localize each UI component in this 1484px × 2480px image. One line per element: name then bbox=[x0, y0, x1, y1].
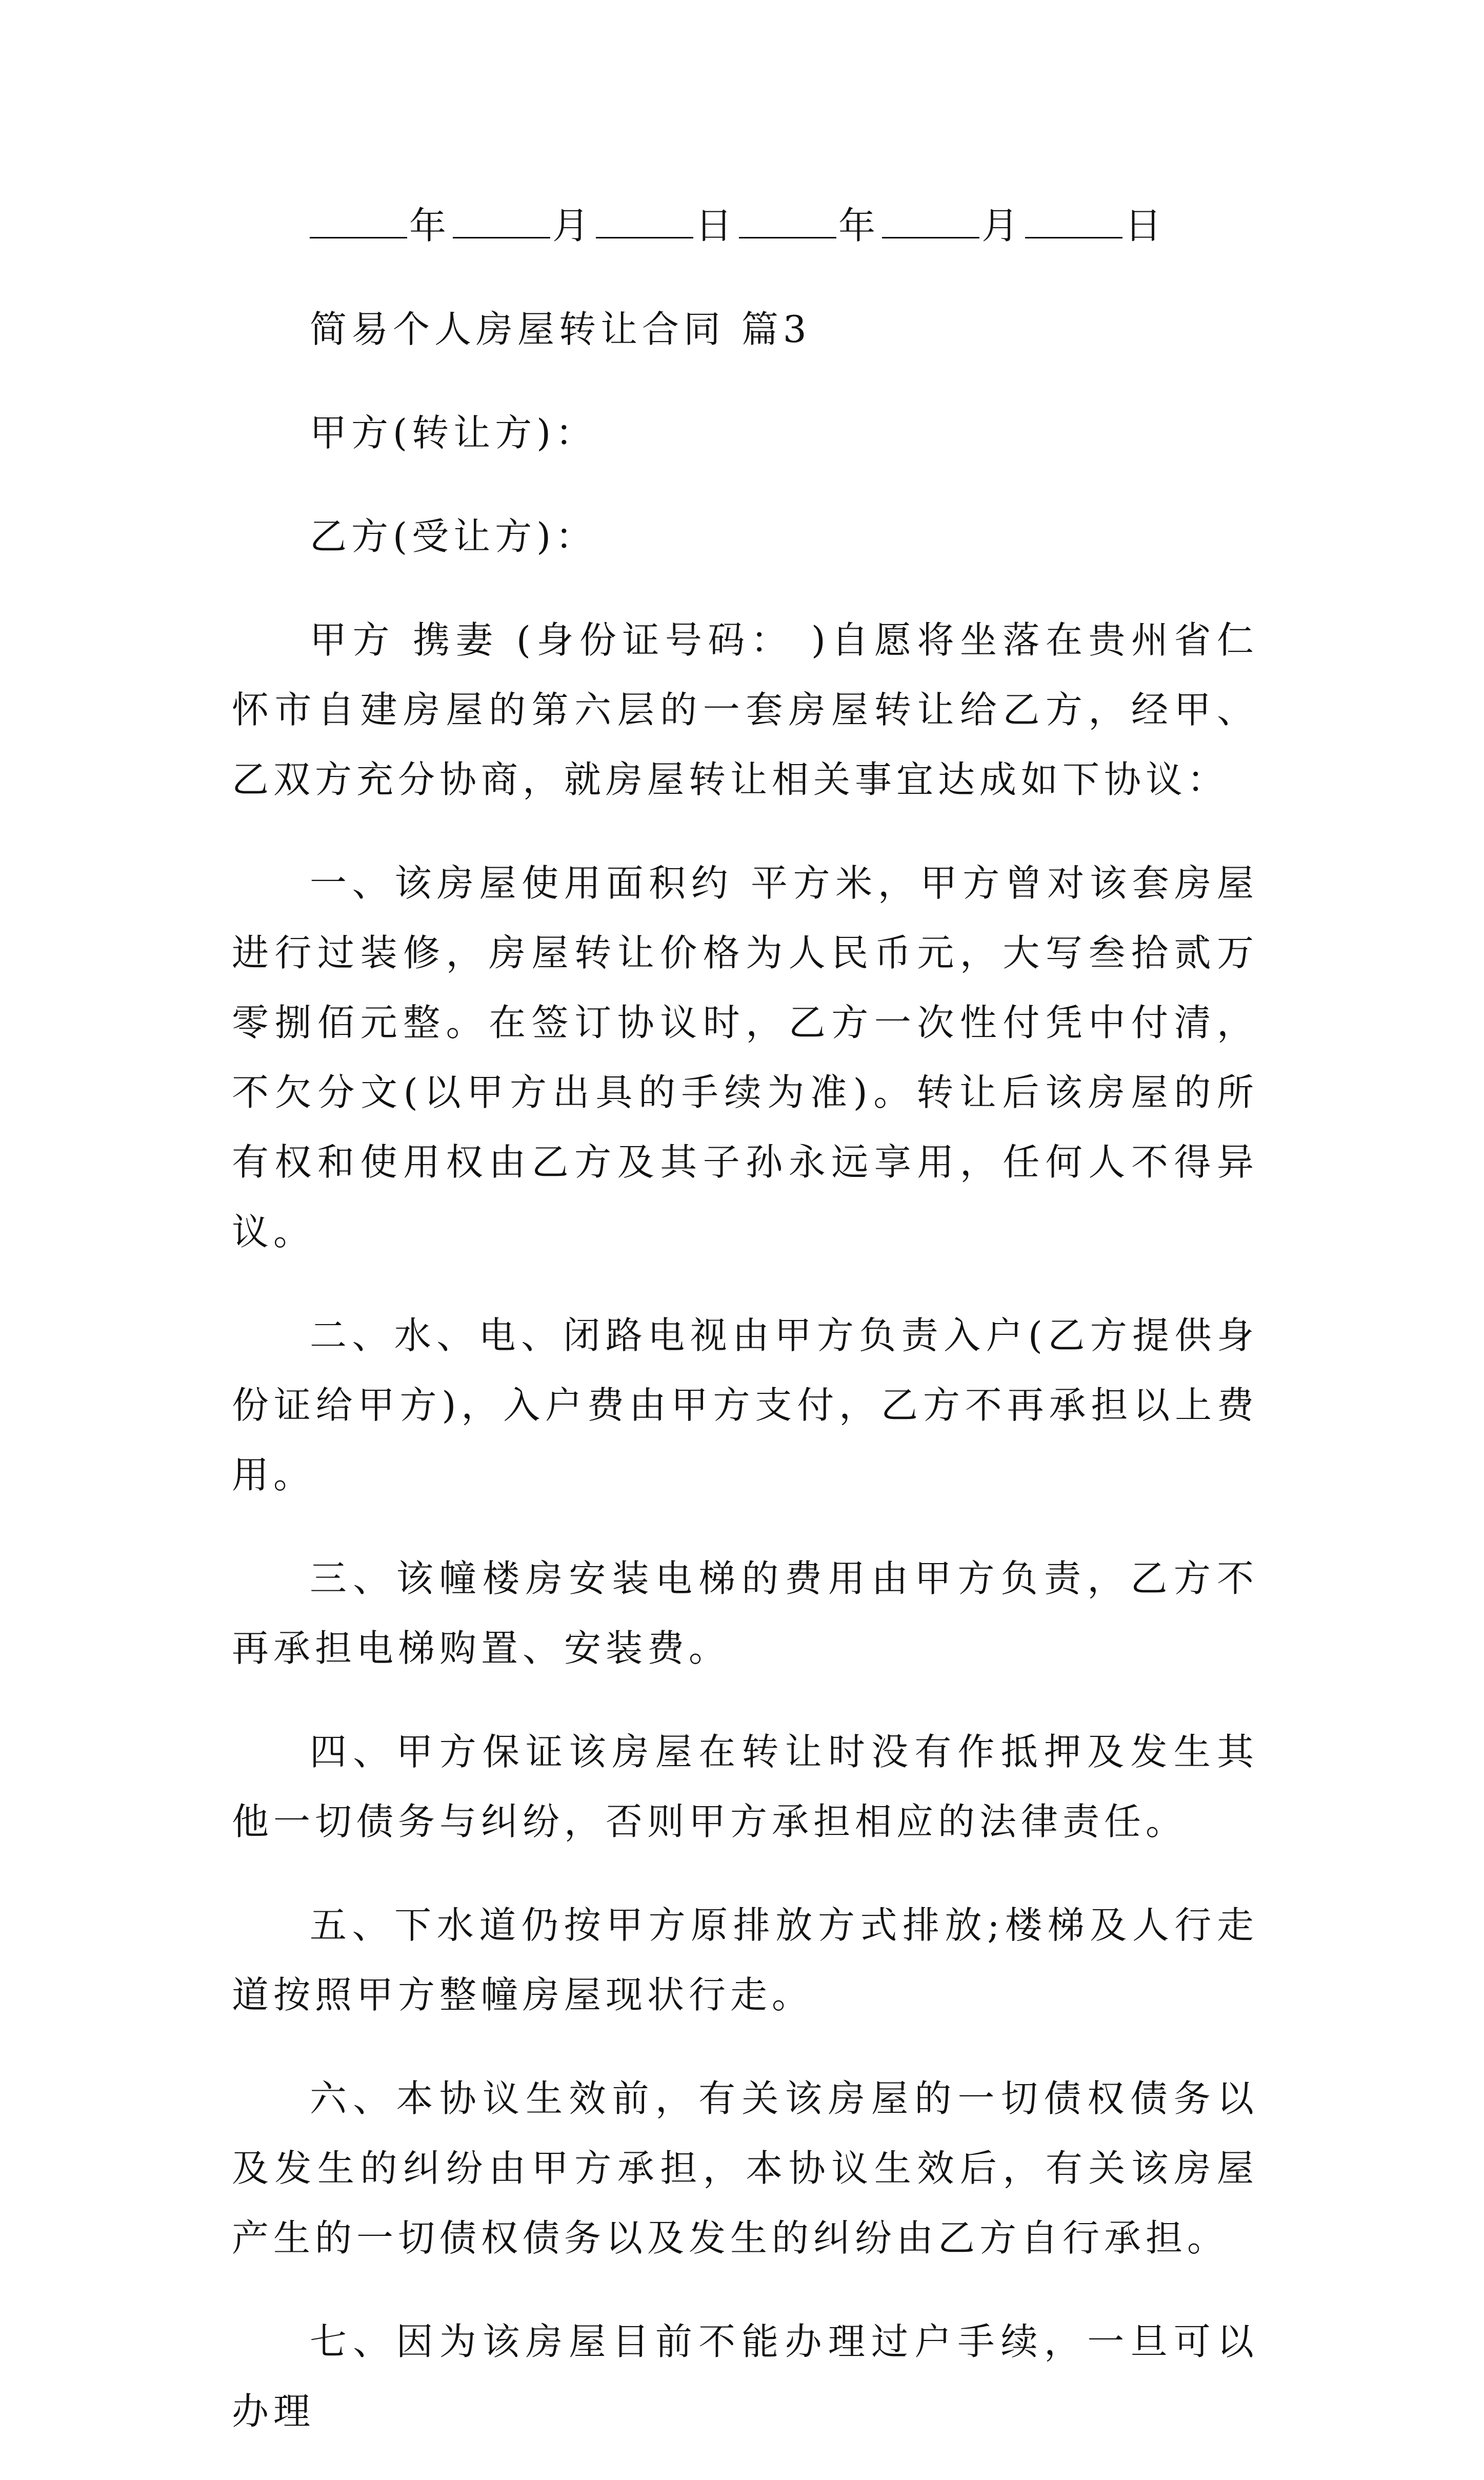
date-unit-month-1: 月 bbox=[552, 204, 594, 247]
date-blank-month-2 bbox=[882, 207, 979, 238]
paragraph-clause-5: 五、下水道仍按甲方原排放方式排放;楼梯及人行走道按照甲方整幢房屋现状行走。 bbox=[232, 1904, 1258, 2016]
date-unit-day-1: 日 bbox=[695, 204, 737, 247]
paragraph-clause-6: 六、本协议生效前，有关该房屋的一切债权债务以及发生的纠纷由甲方承担，本协议生效后，有关该房屋产生的一切债权债务以及发生的纠纷由乙方自行承担。 bbox=[232, 2077, 1258, 2259]
date-unit-month-2: 月 bbox=[981, 204, 1024, 247]
party-a-line: 甲方(转让方)： bbox=[310, 411, 597, 454]
paragraph-clause-2: 二、水、电、闭路电视由甲方负责入户(乙方提供身份证给甲方)，入户费由甲方支付，乙方不再承担以上费用。 bbox=[232, 1314, 1258, 1496]
date-blank-day-1 bbox=[596, 207, 693, 238]
paragraph-clause-1: 一、该房屋使用面积约 平方米，甲方曾对该套房屋进行过装修，房屋转让价格为人民币元，大写叁拾贰万零捌佰元整。在签订协议时，乙方一次性付凭中付清，不欠分文(以甲方出具的手续为准)。转让后该房屋的所有权和使用权由乙方及其子孙永远享用，任何人不得异议。 bbox=[232, 862, 1258, 1253]
party-b-line: 乙方(受让方)： bbox=[310, 515, 597, 558]
document-body bbox=[232, 191, 1258, 2480]
date-blank-year-2 bbox=[739, 207, 836, 238]
date-blank-month-1 bbox=[453, 207, 550, 238]
paragraph-clause-7: 七、因为该房屋目前不能办理过户手续，一旦可以办理 bbox=[232, 2320, 1258, 2433]
paragraph-clause-4: 四、甲方保证该房屋在转让时没有作抵押及发生其他一切债务与纠纷，否则甲方承担相应的法律责任。 bbox=[232, 1730, 1258, 1843]
date-unit-day-2: 日 bbox=[1125, 204, 1167, 247]
date-unit-year-2: 年 bbox=[838, 204, 880, 247]
date-line bbox=[232, 191, 1258, 261]
document-heading: 简易个人房屋转让合同 篇3 bbox=[310, 308, 811, 351]
date-blank-year-1 bbox=[310, 207, 407, 238]
date-blank-day-2 bbox=[1025, 207, 1122, 238]
paragraph-intro: 甲方 携妻 (身份证号码： )自愿将坐落在贵州省仁怀市自建房屋的第六层的一套房屋转让给乙方，经甲、乙双方充分协商，就房屋转让相关事宜达成如下协议： bbox=[232, 618, 1258, 801]
date-unit-year-1: 年 bbox=[409, 204, 451, 247]
paragraph-clause-3: 三、该幢楼房安装电梯的费用由甲方负责，乙方不再承担电梯购置、安装费。 bbox=[232, 1557, 1258, 1670]
